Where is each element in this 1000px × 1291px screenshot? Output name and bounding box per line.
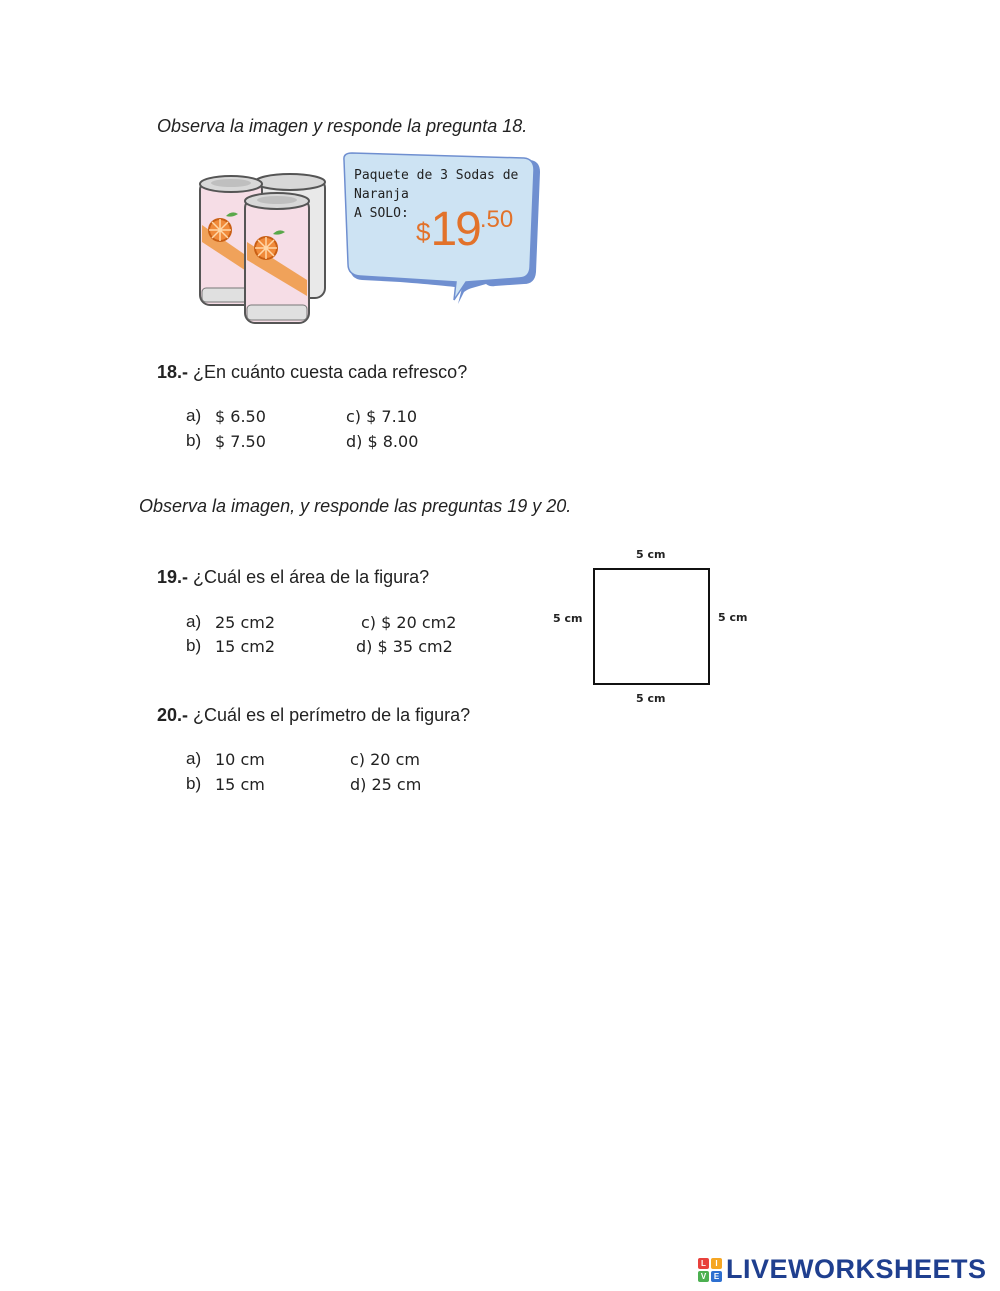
question-20 bbox=[157, 705, 470, 726]
can-brand-text bbox=[190, 170, 191, 171]
logo-block: I bbox=[711, 1258, 722, 1269]
option-value: $ 6.50 bbox=[215, 407, 266, 426]
q18-option-a[interactable] bbox=[186, 406, 266, 426]
price-speech-bubble bbox=[340, 152, 545, 307]
ad-line-3: A SOLO: bbox=[354, 206, 409, 221]
soda-can-front bbox=[245, 193, 309, 323]
option-value: 15 cm2 bbox=[215, 637, 276, 656]
logo-block: L bbox=[698, 1258, 709, 1269]
logo-block: V bbox=[698, 1271, 709, 1282]
square-label-bottom: 5 cm bbox=[636, 692, 666, 705]
option-letter: b) bbox=[186, 431, 202, 450]
q19-option-c[interactable]: c) $ 20 cm2 bbox=[361, 613, 457, 632]
question-number: 18.- bbox=[157, 362, 189, 382]
instruction-q18: Observa la imagen y responde la pregunta 18. bbox=[157, 116, 528, 136]
liveworksheets-logo[interactable] bbox=[698, 1254, 987, 1285]
q20-option-c[interactable]: c) 20 cm bbox=[350, 750, 420, 769]
logo-block: E bbox=[711, 1271, 722, 1282]
option-letter: b) bbox=[186, 636, 202, 655]
option-value: 25 cm2 bbox=[215, 613, 276, 632]
q18-option-b[interactable] bbox=[186, 431, 266, 451]
price-cents: .50 bbox=[479, 206, 514, 233]
option-letter: a) bbox=[186, 749, 202, 768]
option-value: 10 cm bbox=[215, 750, 265, 769]
question-number: 20.- bbox=[157, 705, 189, 725]
q20-option-d[interactable]: d) 25 cm bbox=[350, 775, 422, 794]
logo-blocks-icon bbox=[698, 1258, 722, 1282]
q19-option-d[interactable]: d) $ 35 cm2 bbox=[356, 637, 453, 656]
soda-cans-image bbox=[190, 170, 340, 330]
q20-option-a[interactable] bbox=[186, 749, 265, 769]
question-text: ¿En cuánto cuesta cada refresco? bbox=[193, 362, 468, 382]
square-label-right: 5 cm bbox=[718, 611, 748, 624]
q19-option-a[interactable] bbox=[186, 612, 276, 632]
q18-option-d[interactable]: d) $ 8.00 bbox=[346, 432, 419, 451]
question-text: ¿Cuál es el área de la figura? bbox=[193, 567, 430, 587]
square-label-left: 5 cm bbox=[553, 612, 583, 625]
q19-option-b[interactable] bbox=[186, 636, 276, 656]
q18-option-c[interactable]: c) $ 7.10 bbox=[346, 407, 418, 426]
square-figure bbox=[593, 568, 710, 685]
q20-option-b[interactable] bbox=[186, 774, 265, 794]
option-value: 15 cm bbox=[215, 775, 265, 794]
question-18 bbox=[157, 362, 467, 383]
question-number: 19.- bbox=[157, 567, 189, 587]
instruction-q19-q20: Observa la imagen, y responde las preguntas 19 y 20. bbox=[139, 496, 572, 516]
question-text: ¿Cuál es el perímetro de la figura? bbox=[193, 705, 471, 725]
question-19 bbox=[157, 567, 429, 588]
ad-line-2: Naranja bbox=[354, 187, 409, 202]
option-letter: a) bbox=[186, 406, 202, 425]
ad-price bbox=[416, 202, 513, 257]
price-symbol: $ bbox=[416, 217, 431, 247]
option-letter: b) bbox=[186, 774, 202, 793]
square-label-top: 5 cm bbox=[636, 548, 666, 561]
ad-line-1: Paquete de 3 Sodas de bbox=[354, 168, 519, 183]
price-main: 19 bbox=[430, 203, 480, 256]
logo-text: LIVEWORKSHEETS bbox=[726, 1254, 987, 1284]
option-value: $ 7.50 bbox=[215, 432, 266, 451]
option-letter: a) bbox=[186, 612, 202, 631]
